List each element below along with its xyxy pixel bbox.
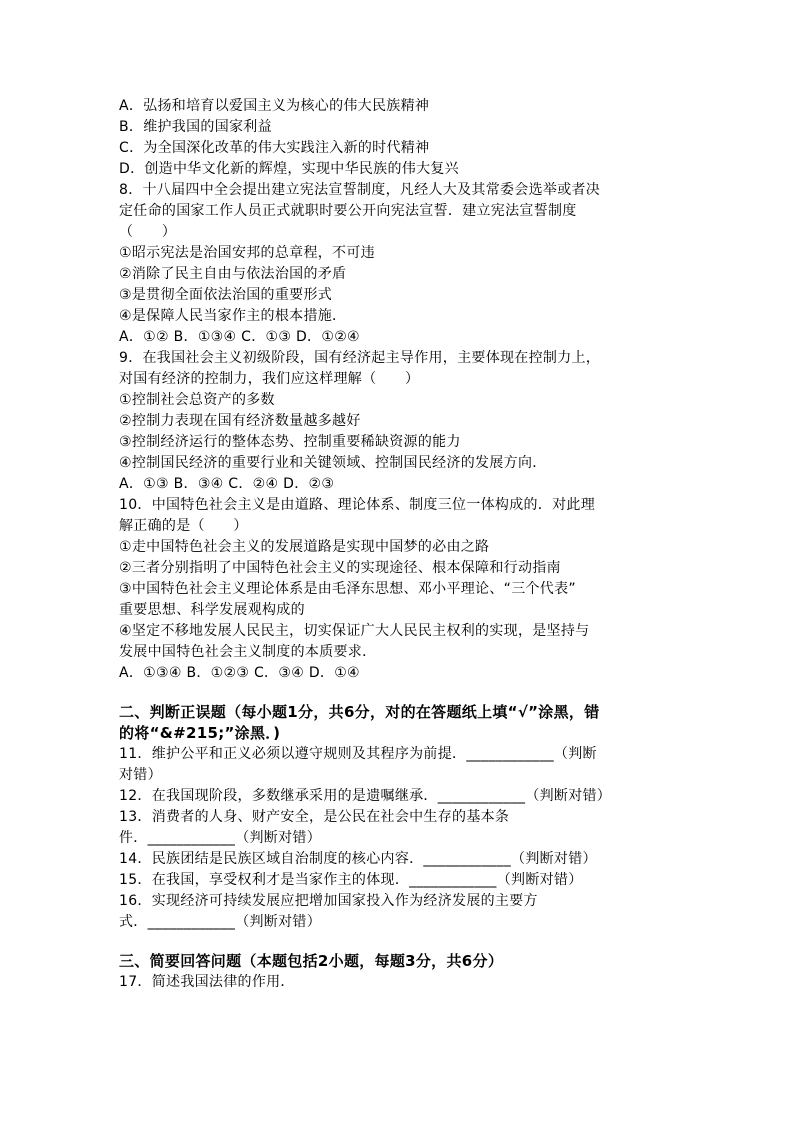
q12-line: 12．在我国现阶段，多数继承采用的是遗嘱继承．____________（判断对错）	[119, 788, 612, 804]
q13-line-1: 13．消费者的人身、财产安全，是公民在社会中生存的基本条	[119, 809, 510, 825]
q8-answers: A．①② B．①③④ C．①③ D．①②④	[119, 329, 360, 345]
q14-line: 14．民族团结是民族区域自治制度的核心内容．____________（判断对错）	[119, 851, 597, 867]
q11-line-1: 11．维护公平和正义必须以遵守规则及其程序为前提．____________（判断	[119, 746, 597, 762]
q8-item-2: ②消除了民主自由与依法治国的矛盾	[119, 266, 347, 282]
q10-item-4: ④坚定不移地发展人民民主，切实保证广大人民民主权利的实现，是坚持与	[119, 623, 590, 639]
q9-stem-line-2: 对国有经济的控制力，我们应这样理解（ ）	[119, 371, 420, 387]
q8-item-4: ④是保障人民当家作主的根本措施．	[119, 308, 347, 324]
q7-option-b: B．维护我国的国家利益	[119, 119, 272, 135]
q10-item-3-cont: 重要思想、科学发展观构成的	[119, 602, 305, 618]
section3-heading: 三、简要回答问题（本题包括2小题，每题3分，共6分）	[119, 952, 504, 970]
q10-stem-line-1: 10．中国特色社会主义是由道路、理论体系、制度三位一体构成的．对此理	[119, 497, 596, 513]
q10-answers: A．①③④ B．①②③ C．③④ D．①④	[119, 665, 360, 681]
q17-line: 17．简述我国法律的作用．	[119, 974, 295, 990]
q9-item-4: ④控制国民经济的重要行业和关键领域、控制国民经济的发展方向．	[119, 455, 547, 471]
q9-answers: A．①③ B．③④ C．②④ D．②③	[119, 476, 335, 492]
section2-heading-line-1: 二、判断正误题（每小题1分，共6分，对的在答题纸上填“√”涂黑，错	[119, 703, 600, 721]
q7-option-d: D．创造中华文化新的辉煌，实现中华民族的伟大复兴	[119, 161, 459, 177]
q9-item-2: ②控制力表现在国有经济数量越多越好	[119, 413, 361, 429]
q8-stem-line-3: （ ）	[119, 224, 177, 240]
q10-stem-line-2: 解正确的是（ ）	[119, 518, 248, 534]
q8-stem-line-2: 定任命的国家工作人员正式就职时要公开向宪法宣誓．建立宪法宣誓制度	[119, 203, 577, 219]
q10-item-1: ①走中国特色社会主义的发展道路是实现中国梦的必由之路	[119, 539, 490, 555]
q10-item-2: ②三者分别指明了中国特色社会主义的实现途径、根本保障和行动指南	[119, 560, 561, 576]
q9-stem-line-1: 9．在我国社会主义初级阶段，国有经济起主导作用，主要体现在控制力上，	[119, 350, 601, 366]
q8-item-1: ①昭示宪法是治国安邦的总章程，不可违	[119, 245, 375, 261]
q10-item-4-cont: 发展中国特色社会主义制度的本质要求．	[119, 644, 377, 660]
q7-option-c: C．为全国深化改革的伟大实践注入新的时代精神	[119, 140, 430, 156]
q13-line-2: 件．____________（判断对错）	[119, 830, 321, 846]
section2-heading-line-2: 的将“&#215;”涂黑．)	[119, 724, 281, 742]
q11-line-2: 对错）	[119, 767, 162, 783]
q8-stem-line-1: 8．十八届四中全会提出建立宪法宣誓制度，凡经人大及其常委会选举或者决	[119, 182, 601, 198]
q8-item-3: ③是贯彻全面依法治国的重要形式	[119, 287, 333, 303]
q9-item-1: ①控制社会总资产的多数	[119, 392, 275, 408]
q7-option-a: A．弘扬和培育以爱国主义为核心的伟大民族精神	[119, 98, 430, 114]
q16-line-1: 16．实现经济可持续发展应把增加国家投入作为经济发展的主要方	[119, 893, 538, 909]
q10-item-3: ③中国特色社会主义理论体系是由毛泽东思想、邓小平理论、“三个代表”	[119, 581, 576, 597]
q16-line-2: 式．____________（判断对错）	[119, 914, 321, 930]
q15-line: 15．在我国，享受权利才是当家作主的体现．____________（判断对错）	[119, 872, 583, 888]
q9-item-3: ③控制经济运行的整体态势、控制重要稀缺资源的能力	[119, 434, 461, 450]
